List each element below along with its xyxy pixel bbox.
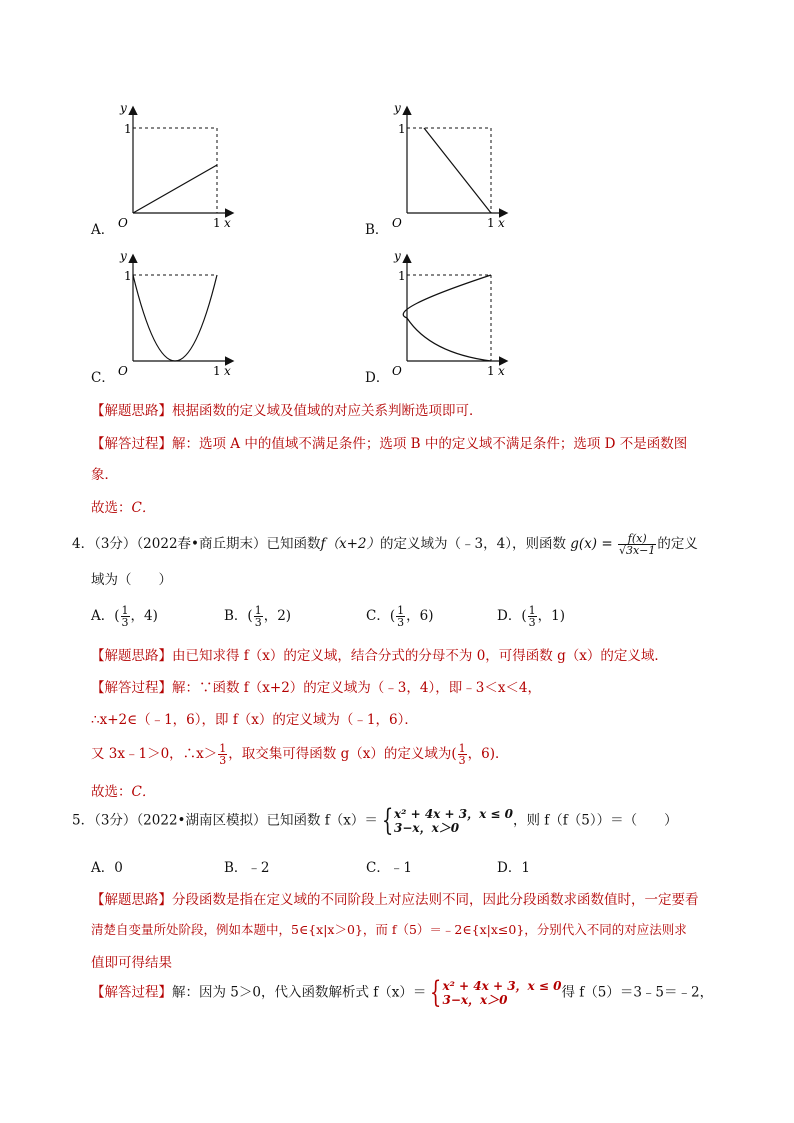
axis-y-label: y	[120, 101, 127, 115]
figure-a-label: A．	[91, 222, 115, 238]
q3-process: 【解答过程】解：选项 A 中的值域不满足条件；选项 B 中的定义域不满足条件；选项 D 不是函数图	[91, 436, 688, 452]
q4-process: 【解答过程】解：∵函数 f（x+2）的定义域为（﹣3，4），即﹣3＜x＜4，	[91, 680, 542, 696]
svg-text:1: 1	[213, 364, 221, 378]
axis-one-y: 1	[124, 122, 132, 136]
q4-idea: 【解题思路】由已知求得 f（x）的定义域，结合分式的分母不为 0，可得函数 g（x）的定义域．	[91, 648, 668, 664]
idea-tag: 【解题思路】	[91, 403, 172, 419]
q4-stem-line2: 域为（ ）	[91, 572, 172, 588]
svg-text:1: 1	[124, 269, 132, 283]
graph-b-curve	[424, 128, 491, 213]
svg-text:O: O	[392, 216, 402, 230]
q3-answer: 故选：C．	[91, 500, 156, 516]
g-function-fraction: $\frac{f(x)}{√3x-1}$	[618, 532, 656, 557]
graph-figures	[0, 95, 794, 395]
figure-d	[392, 249, 506, 378]
q5-idea: 【解题思路】分段函数是指在定义域的不同阶段上对应法则不同，因此分段函数求函数值时，一定要看	[91, 892, 699, 908]
svg-text:x: x	[498, 364, 505, 378]
q4-answer: 故选：C．	[91, 784, 156, 800]
figure-b	[392, 101, 506, 230]
svg-text:1: 1	[487, 364, 495, 378]
figure-c	[118, 249, 232, 378]
figure-d-label: D．	[365, 370, 390, 386]
svg-text:x: x	[224, 364, 231, 378]
q3-process-line2: 象．	[91, 467, 118, 483]
q4-option-b: B．( $\frac{1}{3}$ ，2)	[224, 604, 292, 629]
svg-text:O: O	[118, 364, 128, 378]
q5-option-d: D．1	[497, 860, 530, 876]
q5-process: 【解答过程】解：因为 5＞0，代入函数解析式 f（x）＝ {x² + 4x + 3，x ≤ 0 3−x，x＞0 得 f（5）＝3﹣5＝﹣2，	[91, 975, 714, 1010]
graph-d-curve	[403, 275, 491, 361]
svg-text:1: 1	[398, 122, 406, 136]
svg-text:y: y	[120, 249, 127, 263]
axis-one-x: 1	[213, 216, 221, 230]
graph-c-curve	[133, 275, 217, 361]
svg-text:y: y	[394, 101, 401, 115]
svg-text:1: 1	[398, 269, 406, 283]
q5-stem: 5．（3分）（2022•湖南区模拟）已知函数 f（x）＝ {x² + 4x + 3，x ≤ 0 3−x，x＞0 ，则 f（f（5））＝（ ）	[72, 803, 678, 838]
q4-process-line3: 又 3x﹣1＞0，∴x＞ $\frac{1}{3}$ ，取交集可得函数 g（x）的定义域为( $\frac{1}{3}$ ，6)．	[91, 742, 509, 767]
q5-option-b: B．﹣2	[224, 860, 270, 876]
figure-a	[118, 101, 232, 230]
q4-process-line2: ∴x+2∈（﹣1，6），即 f（x）的定义域为（﹣1，6）．	[91, 712, 418, 728]
g-function-lhs: g(x) =	[570, 536, 613, 552]
q4-stem: 4．（3分）（2022春•商丘期末）已知函数f（x+2）的定义域为（﹣3，4），则函数 g(x) = $\frac{f(x)}{√3x-1}$ 的定义	[72, 532, 698, 557]
figure-b-label: B．	[365, 222, 389, 238]
q5-idea-line2: 清楚自变量所处阶段，例如本题中，5∈{x|x＞0}，而 f（5）＝﹣2∈{x|x≤0}，分别代入不同的对应法则求	[91, 922, 687, 937]
figure-c-label: C．	[91, 370, 115, 386]
question-number: 4．	[72, 536, 95, 552]
q3-idea: 【解题思路】根据函数的定义域及值域的对应关系判断选项即可．	[91, 403, 483, 419]
piecewise-function: x² + 4x + 3，x ≤ 0 3−x，x＞0	[394, 807, 514, 835]
svg-text:1: 1	[487, 216, 495, 230]
q4-option-d: D．( $\frac{1}{3}$ ，1)	[497, 604, 565, 629]
graph-a-curve	[133, 165, 217, 213]
q5-option-a: A．0	[91, 860, 123, 876]
q4-option-c: C．( $\frac{1}{3}$ ，6)	[366, 604, 434, 629]
process-tag: 【解答过程】	[91, 436, 172, 452]
svg-text:y: y	[394, 249, 401, 263]
axis-x-label: x	[224, 216, 231, 230]
svg-text:x: x	[498, 216, 505, 230]
q5-option-c: C．﹣1	[366, 860, 412, 876]
svg-text:O: O	[392, 364, 402, 378]
q5-idea-line3: 值即可得结果	[91, 955, 172, 971]
axis-origin: O	[118, 216, 128, 230]
q4-option-a: A．( $\frac{1}{3}$ ，4)	[91, 604, 158, 629]
